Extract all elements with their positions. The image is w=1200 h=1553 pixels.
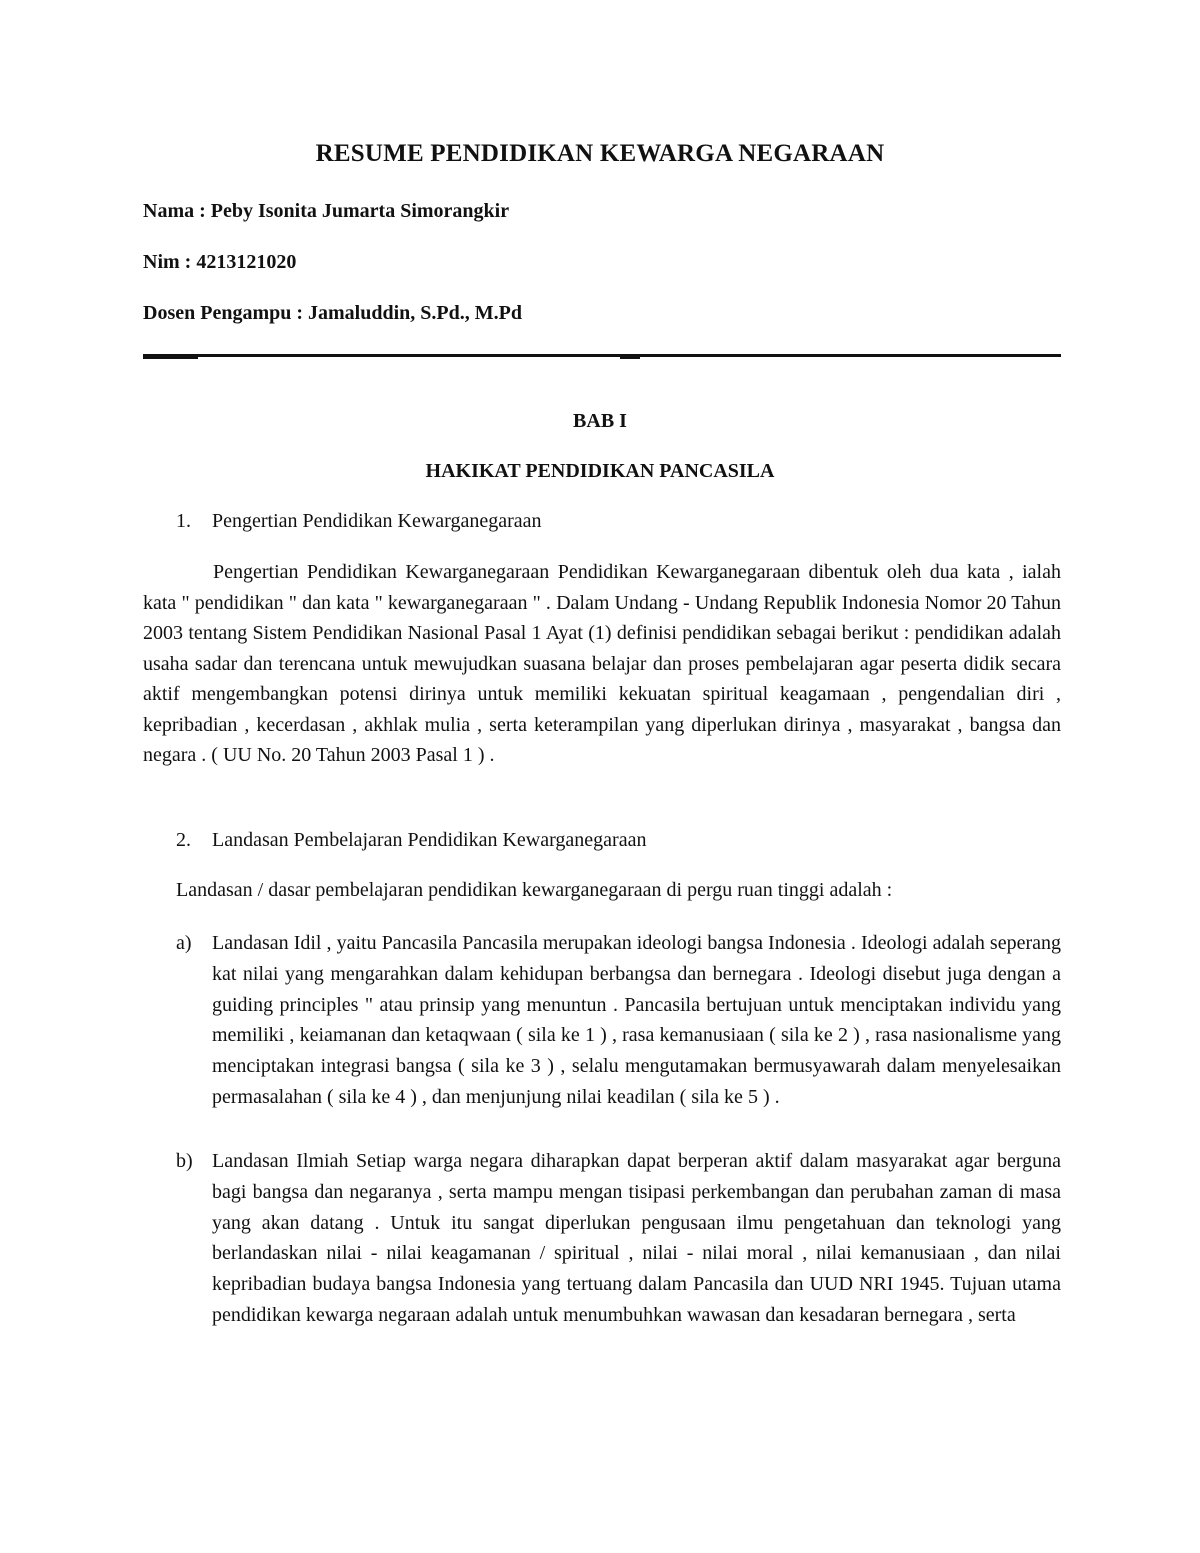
header-divider [143,354,1061,357]
list-item-text: Landasan Idil , yaitu Pancasila Pancasila merupakan ideologi bangsa Indonesia . Ideologi adalah seperang kat nilai yang mengarahkan dalam kehidupan berbangsa dan bernegara . Ideologi disebut juga dengan a guiding principles " atau prinsip yang menuntun . Pancasila bertujuan untuk menciptakan individu yang memiliki , keiamanan dan ketaqwaan ( sila ke 1 ) , rasa kemanusiaan ( sila ke 2 ) , rasa nasionalisme yang menciptakan integrasi bangsa ( sila ke 3 ) , selalu mengutamakan bermusyawarah dalam menyelesaikan permasalahan ( sila ke 4 ) , dan menjunjung nilai keadilan ( sila ke 5 ) . [212,932,1061,1108]
list-item-text: Landasan Ilmiah Setiap warga negara diharapkan dapat berperan aktif dalam masyarakat agar berguna bagi bangsa dan negaranya , serta mampu mengan tisipasi perkembangan dan perubahan zaman di masa yang akan datang . Untuk itu sangat diperlukan pengusaan ilmu pengetahuan dan teknologi yang berlandaskan nilai - nilai keagamanan / spiritual , nilai - nilai moral , nilai kemanusiaan , dan nilai kepribadian budaya bangsa Indonesia yang tertuang dalam Pancasila dan UUD NRI 1945. Tujuan utama pendidikan kewarga negaraan adalah untuk menumbuhkan wawasan dan kesadaran bernegara , serta [212,1150,1061,1326]
chapter-title: HAKIKAT PENDIDIKAN PANCASILA [425,460,775,482]
section-1-paragraph: Pengertian Pendidikan Kewarganegaraan Pendidikan Kewarganegaraan dibentuk oleh dua kata , ialah kata " pendidikan " dan kata " kewarganegaraan " . Dalam Undang - Undang Republik Indonesia Nomor 20 Tahun 2003 tentang Sistem Pendidikan Nasional Pasal 1 Ayat (1) definisi pendidikan sebagai berikut : pendidikan adalah usaha sadar dan terencana untuk mewujudkan suasana belajar dan proses pembelajaran agar peserta didik secara aktif mengembangkan potensi dirinya untuk memiliki kekuatan spiritual keagamaan , pengendalian diri , kepribadian , kecerdasan , akhlak mulia , serta keterampilan yang diperlukan dirinya , masyarakat , bangsa dan negara . ( UU No. 20 Tahun 2003 Pasal 1 ) . [143,561,1061,766]
student-nim-line: Nim : 4213121020 [143,251,297,273]
section-1-title: Pengertian Pendidikan Kewarganegaraan [212,510,542,532]
document-title: RESUME PENDIDIKAN KEWARGA NEGARAAN [315,140,885,167]
list-item-marker: a) [176,932,192,954]
lecturer-line: Dosen Pengampu : Jamaluddin, S.Pd., M.Pd [143,302,522,324]
section-2-title: Landasan Pembelajaran Pendidikan Kewarganegaraan [212,829,647,851]
chapter-label: BAB I [573,410,627,432]
section-1-heading [176,510,542,533]
header-divider-accent-mid [620,356,640,359]
header-divider-accent-left [143,356,198,359]
section-1-number: 1. [176,510,191,532]
section-2-intro: Landasan / dasar pembelajaran pendidikan kewarganegaraan di pergu ruan tinggi adalah : [176,879,893,901]
section-2-heading [176,829,646,852]
list-item [176,1146,1061,1331]
section-2-number: 2. [176,829,191,851]
list-item-marker: b) [176,1150,193,1172]
student-name-line: Nama : Peby Isonita Jumarta Simorangkir [143,200,510,222]
list-item [176,928,1061,1113]
